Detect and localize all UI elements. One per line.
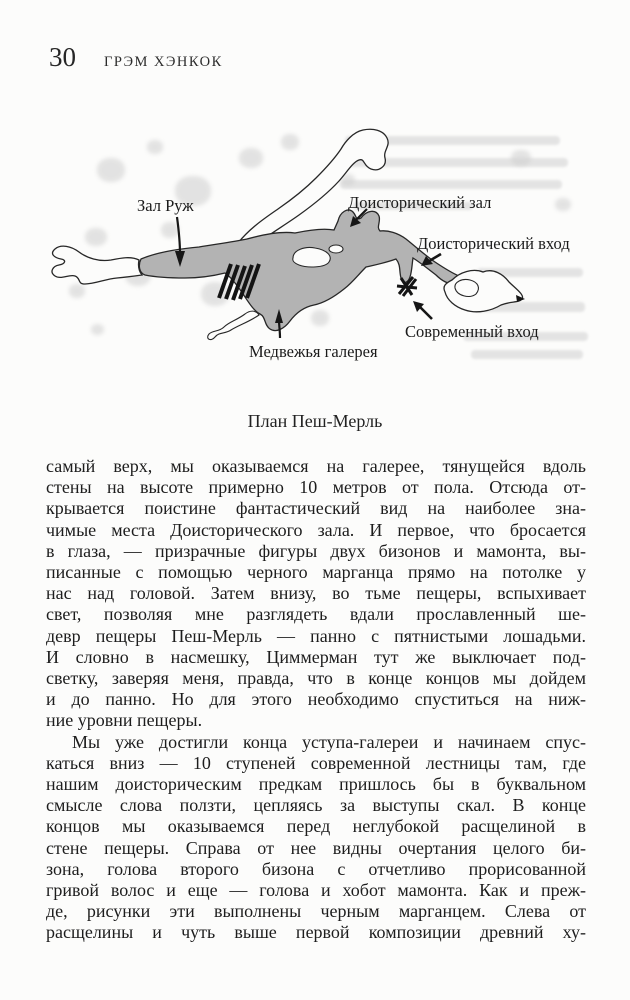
body-text-line: концов мы оказываемся перед неглубокой расщелиной в	[46, 816, 586, 837]
body-text-line: зона, голова второго бизона с отчетливо прорисованной	[46, 858, 586, 879]
cave-lacuna-large	[293, 247, 330, 266]
label-modern-entrance: Современный вход	[405, 322, 539, 341]
body-text-line: стены на высоте примерно 10 метров от пола. Отсюда от-	[46, 477, 586, 498]
body-text-line: светку, заверяя меня, правда, что в конце концов мы дойдем	[46, 668, 586, 689]
cave-map-figure	[35, 118, 595, 368]
body-text-line: расщелины и чуть выше первой композиции древний ху-	[46, 922, 586, 943]
cave-left-arm	[52, 246, 142, 284]
body-text-line: И словно в насмешку, Циммерман тут же выключает под-	[46, 646, 586, 667]
body-text-line: смысле слова ползти, цепляясь за выступы скал. В конце	[46, 795, 586, 816]
cave-lacuna-small	[329, 245, 343, 253]
body-text-line: Мы уже достигли конца уступа-галереи и начинаем спус-	[72, 731, 586, 752]
body-text-line: стене пещеры. Справа от нее видны очертания целого би-	[46, 837, 586, 858]
body-text-line: писанные с помощью черного марганца прямо на потолке у	[46, 562, 586, 583]
label-hall-rouge: Зал Руж	[137, 196, 194, 215]
body-text-line: девр пещеры Пеш-Мерль — панно с пятнистыми лошадьми.	[46, 625, 586, 646]
cave-plan-drawing	[35, 118, 595, 368]
body-text-line: самый верх, мы оказываемся на галерее, тянущейся вдоль	[46, 456, 586, 476]
figure-caption: План Пеш-Мерль	[247, 411, 383, 431]
label-prehistoric-entrance: Доисторический вход	[417, 234, 570, 253]
cave-loop-pillar	[455, 279, 479, 296]
body-text-line: нашим доисторическим предкам пришлось бы в буквальном	[46, 774, 586, 795]
body-text-line: свет, позволяя мне разглядеть вдали прославленный ше-	[46, 604, 586, 625]
body-text-line: нас над головой. Затем внизу, во тьме пещеры, вспыхивает	[46, 583, 586, 604]
cave-tail-fork	[208, 311, 259, 339]
page-header	[49, 42, 223, 73]
cave-main-passages	[139, 210, 462, 331]
label-prehistoric-hall: Доисторический зал	[348, 193, 492, 212]
body-text-line: крывается поистине фантастический вид на наиболее зна-	[46, 498, 586, 519]
body-text	[46, 456, 586, 944]
page-number: 30	[49, 42, 76, 72]
label-bear-gallery: Медвежья галерея	[249, 342, 378, 361]
body-text-line: де, рисунки эти выполнены черным марганцем. Слева от	[46, 901, 586, 922]
body-text-line: в глаза, — призрачные фигуры двух бизонов и мамонта, вы-	[46, 540, 586, 561]
running-title: ГРЭМ ХЭНКОК	[104, 54, 223, 70]
body-text-line: каться вниз — 10 ступеней современной лестницы там, где	[46, 752, 586, 773]
body-text-line: гривой волос и еще — голова и хобот мамонта. Как и преж-	[46, 880, 586, 901]
body-text-line: чимые места Доисторического зала. И первое, что бросается	[46, 519, 586, 540]
body-text-line: и до панно. Но для этого необходимо спуститься на ниж-	[46, 689, 586, 710]
body-text-line: ние уровни пещеры.	[46, 710, 203, 731]
